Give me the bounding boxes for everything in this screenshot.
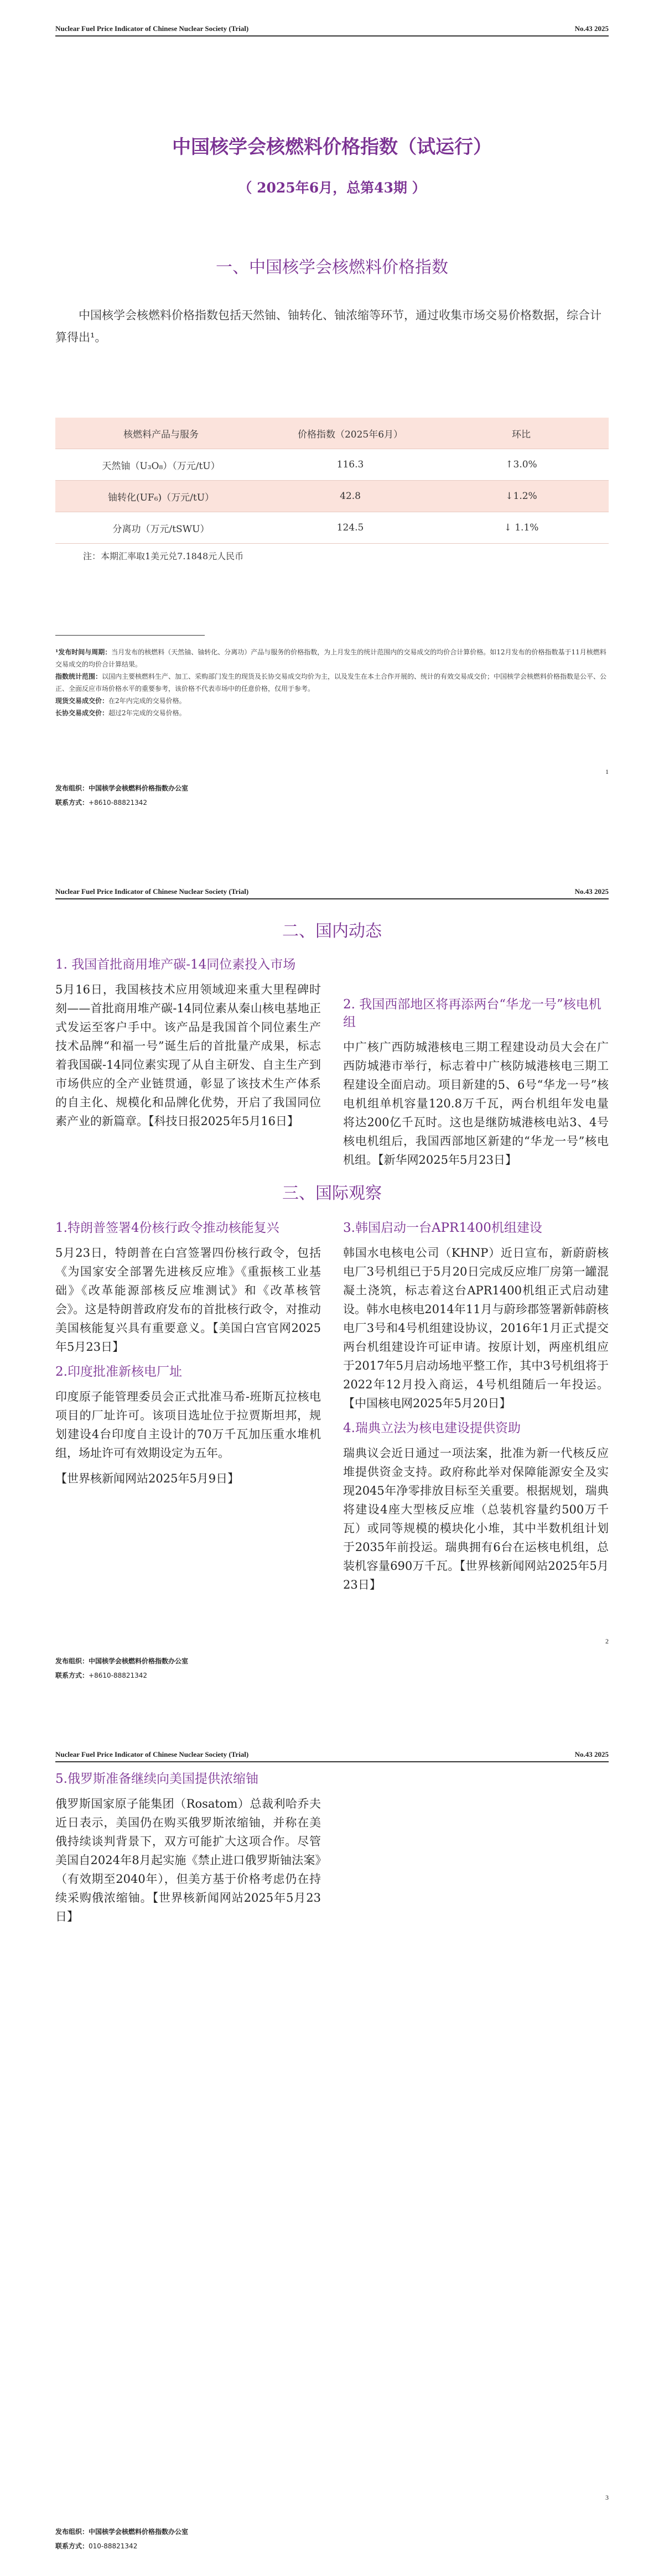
page-footer [55,1654,188,1683]
footnote-item [55,670,609,695]
news-body: 俄罗斯国家原子能集团（Rosatom）总裁利哈乔夫近日表示，美国仍在购买俄罗斯浓缩铀，并称在美俄持续谈判背景下，双方可能扩大这项合作。尽管美国自2024年8月起实施《禁止进口俄罗斯铀法案》（有效期至2040年），但美方基于价格考虑仍在持续采购俄浓缩铀。【世界核新闻网站2025年5月23日】 [55,1797,321,1923]
page-1 [0,0,664,863]
table-row [55,449,609,481]
footnote-text: 以国内主要核燃料生产、加工、采购部门发生的现货及长协交易成交均价为主，以及发生在本土合作开展的、统计的有效交易成交价；中国核学会核燃料价格指数是公平、公正、全面反应市场价格水平的重要参考，该价格不代表市场中的任意价格，仅用于参考。 [55,673,607,693]
domestic-news-left [55,956,321,1137]
footnote-divider [55,635,205,636]
header-left: Nuclear Fuel Price Indicator of Chinese Nuclear Society (Trial) [55,887,249,896]
footer-org-label: 发布组织： [55,1657,89,1665]
page-number: 3 [605,2494,609,2501]
footnote-item [55,707,609,719]
header-right: No.43 2025 [574,1750,609,1758]
exchange-rate-note: 注：本期汇率取1美元兑7.1848元人民币 [83,551,244,561]
footer-org-label: 发布组织： [55,784,89,792]
news-body: 5月23日，特朗普在白宫签署四份核行政令，包括《为国家安全部署先进核反应堆》《重振核工业基础》《改革能源部核反应堆测试》和《改革核管会》。这是特朗普政府发布的首批核行政令，对推动美国核能复兴具有重要意义。【美国白宫官网2025年5月23日】 [55,1246,321,1354]
product-name: 天然铀（U₃O₈）（万元/tU） [55,449,267,481]
news-title: 2.印度批准新核电厂址 [55,1365,182,1379]
intro-paragraph: 中国核学会核燃料价格指数包括天然铀、铀转化、铀浓缩等环节，通过收集市场交易价格数据，综合计算得出¹。 [55,309,601,344]
header-left: Nuclear Fuel Price Indicator of Chinese Nuclear Society (Trial) [55,1750,249,1758]
column-header: 环比 [434,418,609,449]
price-value: 116.3 [267,449,434,481]
price-change: ↓1.2% [434,481,609,512]
footnote-label: ¹发布时间与周期： [55,648,112,656]
footer-phone: +8610-88821342 [89,1672,148,1679]
section-title-domestic: 二、国内动态 [282,922,382,941]
section-title-price-index: 一、中国核学会核燃料价格指数 [216,258,448,277]
page-header [55,887,609,899]
footnote-text: 超过2年完成的交易价格。 [108,709,186,717]
footer-org: 中国核学会核燃料价格指数办公室 [89,2528,189,2536]
news-body: 中广核广西防城港核电三期工程建设动员大会在广西防城港市举行，标志着中广核防城港核电三期工程建设全面启动。项目新建的5、6号“华龙一号”核电机组单机容量120.8万千瓦，两台机组年发电量将达200亿千瓦时。这也是继防城港核电站3、4号核电机组后，我国西部地区新建的“华龙一号”核电机组。【新华网2025年5月23日】 [343,1040,609,1167]
report-title: 中国核学会核燃料价格指数（试运行） [172,136,492,158]
table-row [55,481,609,512]
international-news-left [55,1770,321,1933]
news-title: 4.瑞典立法为核电建设提供资助 [343,1421,521,1435]
news-body: 韩国水电核电公司（KHNP）近日宣布，新蔚蔚核电厂3号机组已于5月20日完成反应堆厂房第一罐混凝土浇筑，标志着这台APR1400机组正式启动建设。韩水电核电2014年11月与蔚珍郡签署新韩蔚核电厂3号和4号机组建设协议，2016年1月正式提交两台机组建设许可证申请。按原计划，两座机组应于2017年5月启动场地平整工作，其中3号机组将于2022年12月投入商运，4号机组随后一年投运。【中国核电网2025年5月20日】 [343,1246,609,1410]
page-number: 2 [605,1637,609,1645]
footer-org: 中国核学会核燃料价格指数办公室 [89,784,189,792]
footer-org: 中国核学会核燃料价格指数办公室 [89,1657,189,1665]
footer-phone: +8610-88821342 [89,799,148,806]
footnote-label: 长协交易成交价： [55,709,109,717]
page-number: 1 [605,768,609,776]
news-body: 印度原子能管理委员会正式批准马希-班斯瓦拉核电项目的厂址许可。该项目选址位于拉贾斯坦邦，规划建设4台印度自主设计的70万千瓦加压重水堆机组，场址许可有效期设定为五年。 [55,1390,321,1460]
page-header [55,1750,609,1762]
international-news-right [343,1219,609,1601]
news-body: 5月16日，我国核技术应用领域迎来重大里程碑时刻——首批商用堆产碳-14同位素从秦山核电基地正式发运至客户手中。该产品是我国首个同位素生产技术品牌“和福一号”诞生后的首批量产成果，标志着我国碳-14同位素实现了从自主研发、自主生产到市场供应的全产业链贯通，彰显了该技术生产体系的自主化、规模化和品牌化优势，开启了我国同位素产业的新篇章。【科技日报2025年5月16日】 [55,983,321,1128]
footnote-item [55,646,609,670]
report-subtitle: （ 2025年6月，总第43期 ） [238,180,426,196]
news-source: 【世界核新闻网站2025年5月9日】 [55,1472,240,1485]
header-right: No.43 2025 [574,887,609,896]
price-value: 124.5 [267,512,434,544]
page-header [55,24,609,37]
news-title: 3.韩国启动一台APR1400机组建设 [343,1221,542,1235]
column-header: 价格指数（2025年6月） [267,418,434,449]
footnote-item [55,695,609,707]
price-index-table [55,418,609,544]
header-right: No.43 2025 [574,24,609,33]
page-3 [0,1726,664,2576]
section-title-international: 三、国际观察 [282,1184,382,1203]
header-left: Nuclear Fuel Price Indicator of Chinese Nuclear Society (Trial) [55,24,249,33]
international-news-left [55,1219,321,1495]
footnote-label: 指数统计范围： [55,673,102,680]
footnote-text: 在2年内完成的交易价格。 [108,697,186,705]
price-change: ↓ 1.1% [434,512,609,544]
domestic-news-right [343,996,609,1176]
price-change: ↑3.0% [434,449,609,481]
table-row [55,512,609,544]
product-name: 分离功（万元/tSWU） [55,512,267,544]
footnote-label: 现货交易成交价： [55,697,109,705]
footnote-text: 当月发布的核燃料（天然铀、铀转化、分离功）产品与服务的价格指数，为上月发生的统计范围内的交易成交的均价合计算价格。如12月发布的价格指数基于11月核燃料交易成交的均价合计算结果。 [55,648,606,668]
news-title: 5.俄罗斯准备继续向美国提供浓缩铀 [55,1772,258,1786]
footer-phone-label: 联系方式： [55,2542,89,2550]
news-title: 1.特朗普签署4份核行政令推动核能复兴 [55,1221,279,1235]
footer-phone-label: 联系方式： [55,1672,89,1679]
product-name: 铀转化(UF₆)（万元/tU） [55,481,267,512]
column-header: 核燃料产品与服务 [55,418,267,449]
page-2 [0,863,664,1726]
news-title: 1. 我国首批商用堆产碳-14同位素投入市场 [55,957,296,972]
page-footer [55,2525,188,2553]
price-value: 42.8 [267,481,434,512]
footnotes [55,646,609,719]
footer-phone: 010-88821342 [89,2542,138,2550]
table-header-row [55,418,609,449]
footer-org-label: 发布组织： [55,2528,89,2536]
news-title: 2. 我国西部地区将再添两台“华龙一号”核电机组 [343,997,601,1029]
news-body: 瑞典议会近日通过一项法案，批准为新一代核反应堆提供资金支持。政府称此举对保障能源安全及实现2045年净零排放目标至关重要。根据规划，瑞典将建设4座大型核反应堆（总装机容量约500万千瓦）或同等规模的模块化小堆，其中半数机组计划于2035年前投运。瑞典拥有6台在运核电机组，总装机容量690万千瓦。【世界核新闻网站2025年5月23日】 [343,1446,609,1591]
page-footer [55,781,188,810]
footer-phone-label: 联系方式： [55,799,89,806]
